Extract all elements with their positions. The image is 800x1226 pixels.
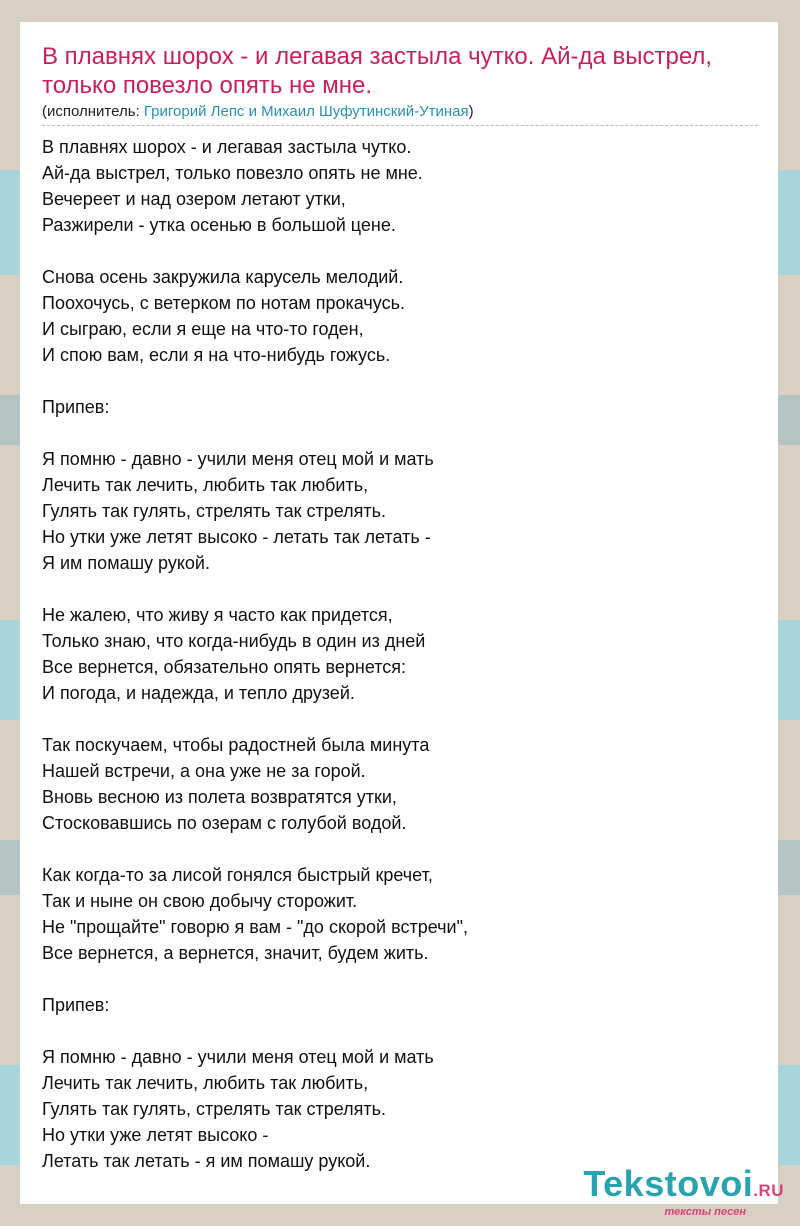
lyrics-card — [20, 22, 778, 1204]
lyric-line: Все вернется, обязательно опять вернется: — [42, 657, 407, 677]
lyric-line: Припев: — [42, 995, 110, 1015]
lyric-blank-line — [42, 836, 762, 862]
byline-suffix: ) — [468, 103, 474, 120]
lyric-blank-line — [42, 420, 762, 446]
lyric-blank-line — [42, 966, 762, 992]
lyric-line: И спою вам, если я на что-нибудь гожусь. — [42, 345, 391, 365]
lyric-line: Но утки уже летят высоко - — [42, 1125, 269, 1145]
lyric-line: Только знаю, что когда-нибудь в один из дней — [42, 631, 426, 651]
lyric-line: Я им помашу рукой. — [42, 553, 210, 573]
lyric-line: Вновь весною из полета возвратятся утки, — [42, 787, 397, 807]
lyric-line: В плавнях шорох - и легавая застыла чутко. — [42, 137, 412, 157]
lyric-blank-line — [42, 576, 762, 602]
lyric-line: Стосковавшись по озерам с голубой водой. — [42, 813, 407, 833]
lyrics-text — [42, 134, 762, 1174]
artist-link[interactable]: Григорий Лепс и Михаил Шуфутинский-Утиная — [143, 103, 469, 120]
byline-prefix: (исполнитель: — [42, 103, 144, 120]
lyric-blank-line — [42, 706, 762, 732]
lyric-line: Летать так летать - я им помашу рукой. — [42, 1151, 371, 1171]
lyric-blank-line — [42, 368, 762, 394]
artist-byline — [42, 102, 474, 122]
title-divider — [42, 125, 758, 126]
lyric-line: Не "прощайте" говорю я вам - "до скорой встречи", — [42, 917, 468, 937]
lyric-line: Вечереет и над озером летают утки, — [42, 189, 346, 209]
logo-tld: .RU — [753, 1181, 784, 1200]
lyric-line: Снова осень закружила карусель мелодий. — [42, 267, 404, 287]
song-title: В плавнях шорох - и легавая застыла чутко. Ай-да выстрел, только повезло опять не мне. — [42, 43, 713, 99]
site-logo[interactable] — [583, 1165, 784, 1218]
logo-name: Tekstovoi — [583, 1163, 754, 1204]
lyric-line: Все вернется, а вернется, значит, будем жить. — [42, 943, 429, 963]
lyric-line: Как когда-то за лисой гонялся быстрый кречет, — [42, 865, 433, 885]
lyric-blank-line — [42, 238, 762, 264]
lyric-line: И сыграю, если я еще на что-то годен, — [42, 319, 364, 339]
lyric-line: Нашей встречи, а она уже не за горой. — [42, 761, 366, 781]
lyric-line: Я помню - давно - учили меня отец мой и мать — [42, 449, 434, 469]
lyric-line: Я помню - давно - учили меня отец мой и мать — [42, 1047, 434, 1067]
lyric-line: Гулять так гулять, стрелять так стрелять. — [42, 1099, 387, 1119]
lyric-line: Не жалею, что живу я часто как придется, — [42, 605, 393, 625]
lyric-line: И погода, и надежда, и тепло друзей. — [42, 683, 355, 703]
lyric-line: Припев: — [42, 397, 110, 417]
lyric-line: Лечить так лечить, любить так любить, — [42, 1073, 369, 1093]
lyric-line: Лечить так лечить, любить так любить, — [42, 475, 369, 495]
lyric-line: Поохочусь, с ветерком по нотам прокачусь. — [42, 293, 405, 313]
lyric-line: Так поскучаем, чтобы радостней была минута — [42, 735, 430, 755]
logo-tagline: тексты песен — [664, 1206, 746, 1218]
lyric-blank-line — [42, 1018, 762, 1044]
lyric-line: Гулять так гулять, стрелять так стрелять. — [42, 501, 387, 521]
lyric-line: Но утки уже летят высоко - летать так летать - — [42, 527, 431, 547]
lyric-line: Ай-да выстрел, только повезло опять не мне. — [42, 163, 423, 183]
lyric-line: Разжирели - утка осенью в большой цене. — [42, 215, 396, 235]
lyric-line: Так и ныне он свою добычу сторожит. — [42, 891, 358, 911]
